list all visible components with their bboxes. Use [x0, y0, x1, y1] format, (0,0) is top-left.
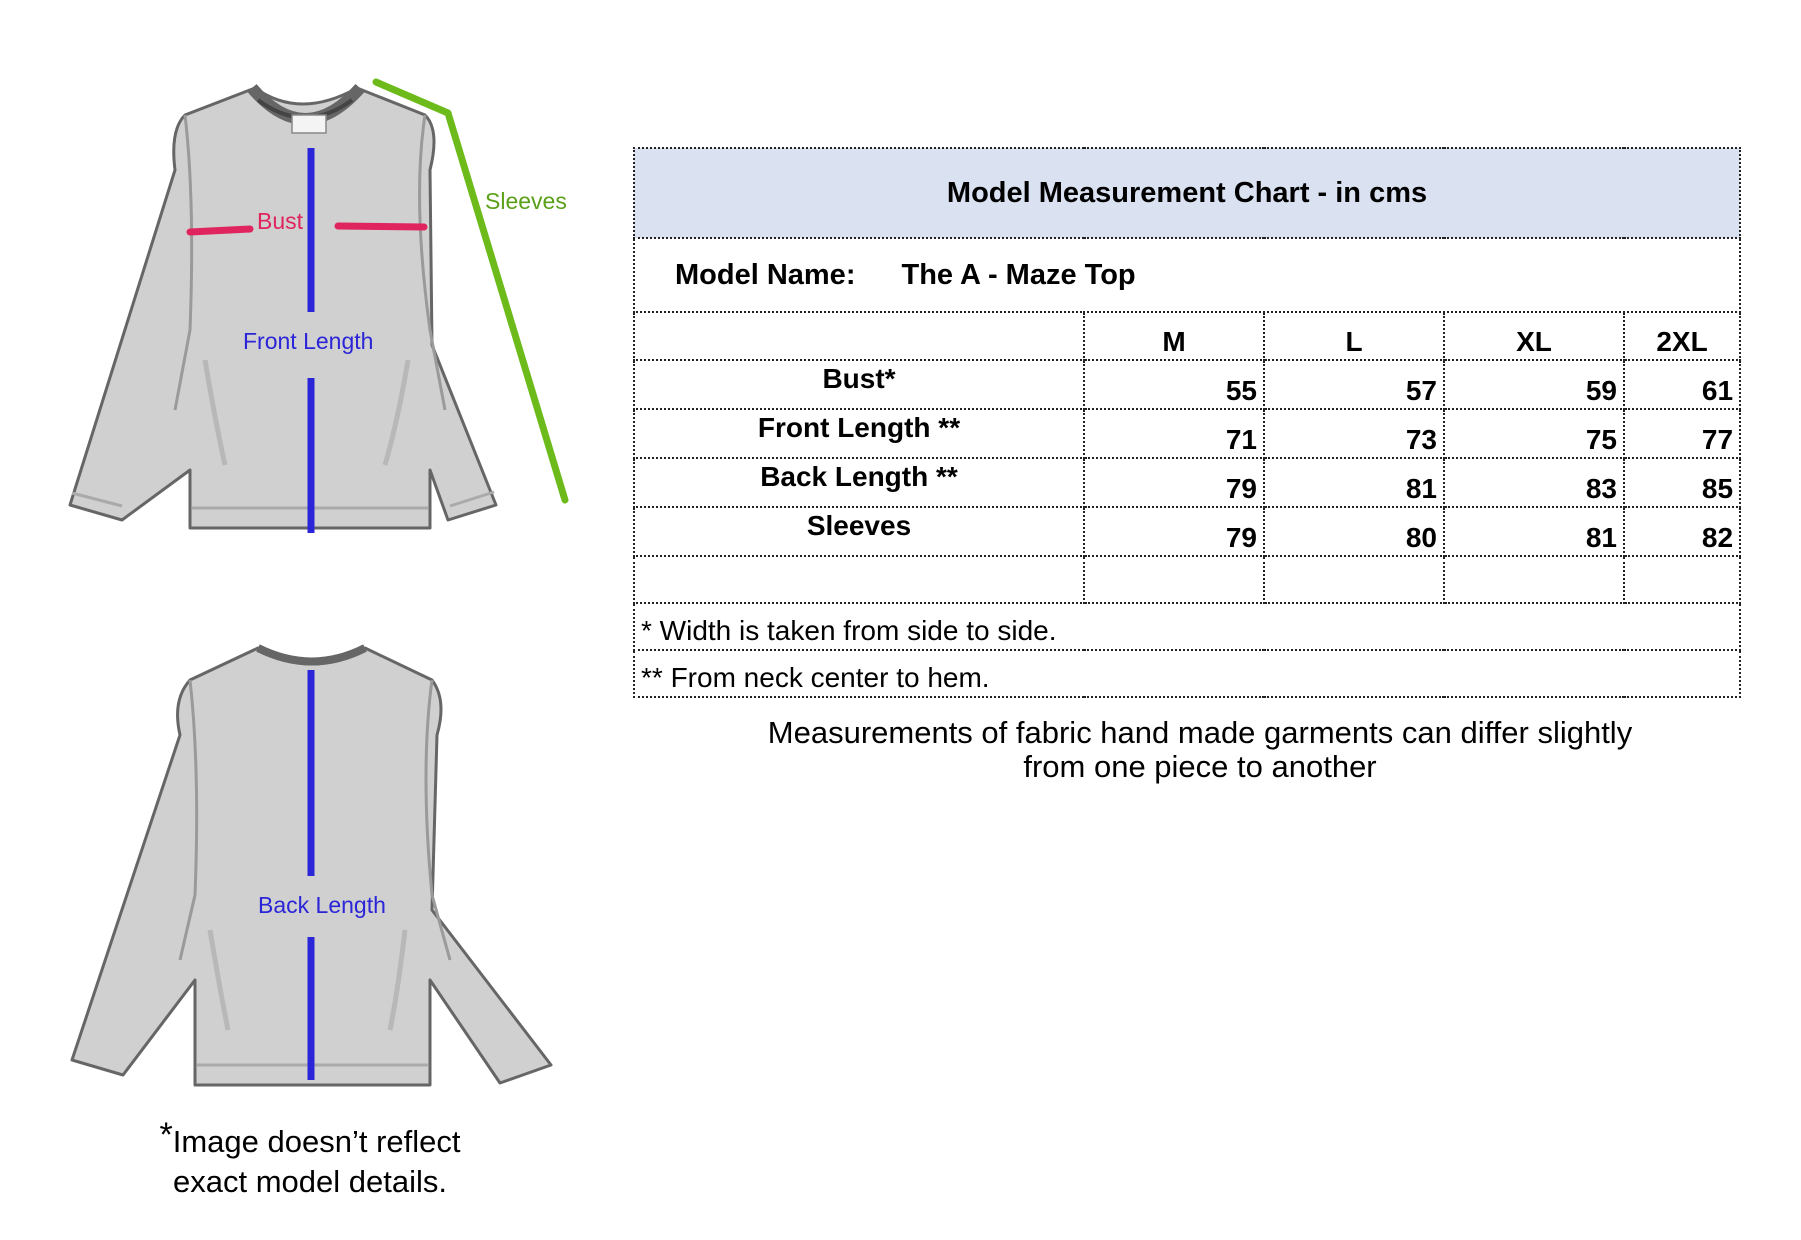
table-row [634, 409, 1740, 458]
measurement-value: 71 [1084, 409, 1264, 458]
size-header: L [1264, 312, 1444, 360]
size-header: 2XL [1624, 312, 1740, 360]
measurement-chart-table [633, 147, 1741, 698]
measurement-value: 57 [1264, 360, 1444, 409]
measurement-value: 55 [1084, 360, 1264, 409]
table-row [634, 507, 1740, 556]
length-note: ** From neck center to hem. [634, 650, 1740, 697]
measurement-value: 79 [1084, 458, 1264, 507]
measurement-value: 81 [1444, 507, 1624, 556]
disclaimer-star: * [159, 1116, 173, 1154]
bust-line-left [190, 229, 250, 232]
size-header: XL [1444, 312, 1624, 360]
image-disclaimer [110, 1115, 510, 1202]
model-name-label: Model Name: [675, 258, 856, 291]
note-row [634, 603, 1740, 650]
empty-cell [1264, 556, 1444, 603]
measurement-value: 82 [1624, 507, 1740, 556]
table-row [634, 360, 1740, 409]
row-label: Bust* [634, 360, 1084, 409]
chart-title: Model Measurement Chart - in cms [634, 148, 1740, 238]
measurement-value: 59 [1444, 360, 1624, 409]
front-tshirt-illustration [70, 88, 496, 528]
row-label: Sleeves [634, 507, 1084, 556]
measurement-value: 80 [1264, 507, 1444, 556]
empty-cell [1084, 556, 1264, 603]
sleeves-label: Sleeves [485, 188, 567, 214]
model-name-row [634, 238, 1740, 312]
measurement-value: 79 [1084, 507, 1264, 556]
bust-line-right [338, 226, 424, 227]
model-name-cell [634, 238, 1740, 312]
disclaimer-line-2: exact model details. [173, 1164, 447, 1199]
back-length-label: Back Length [258, 892, 386, 918]
measurement-value: 83 [1444, 458, 1624, 507]
empty-cell [634, 556, 1084, 603]
footnote-line-2: from one piece to another [1023, 749, 1377, 784]
measurement-value: 81 [1264, 458, 1444, 507]
measurement-value: 61 [1624, 360, 1740, 409]
model-name-value: The A - Maze Top [901, 258, 1136, 291]
measurement-value: 85 [1624, 458, 1740, 507]
front-length-label: Front Length [243, 328, 374, 354]
note-row [634, 650, 1740, 697]
table-row [634, 458, 1740, 507]
measurement-footnote [700, 716, 1700, 784]
chart-title-row [634, 148, 1740, 238]
empty-row [634, 556, 1740, 603]
empty-cell [1624, 556, 1740, 603]
bust-label: Bust [257, 208, 304, 234]
empty-cell [1444, 556, 1624, 603]
footnote-line-1: Measurements of fabric hand made garments can differ slightly [767, 715, 1633, 750]
measurement-value: 77 [1624, 409, 1740, 458]
size-header: M [1084, 312, 1264, 360]
width-note: * Width is taken from side to side. [634, 603, 1740, 650]
row-label: Back Length ** [634, 458, 1084, 507]
measurement-value: 75 [1444, 409, 1624, 458]
size-header-row [634, 312, 1740, 360]
measurement-value: 73 [1264, 409, 1444, 458]
disclaimer-line-1: Image doesn’t reflect [172, 1124, 461, 1159]
size-header-empty [634, 312, 1084, 360]
row-label: Front Length ** [634, 409, 1084, 458]
